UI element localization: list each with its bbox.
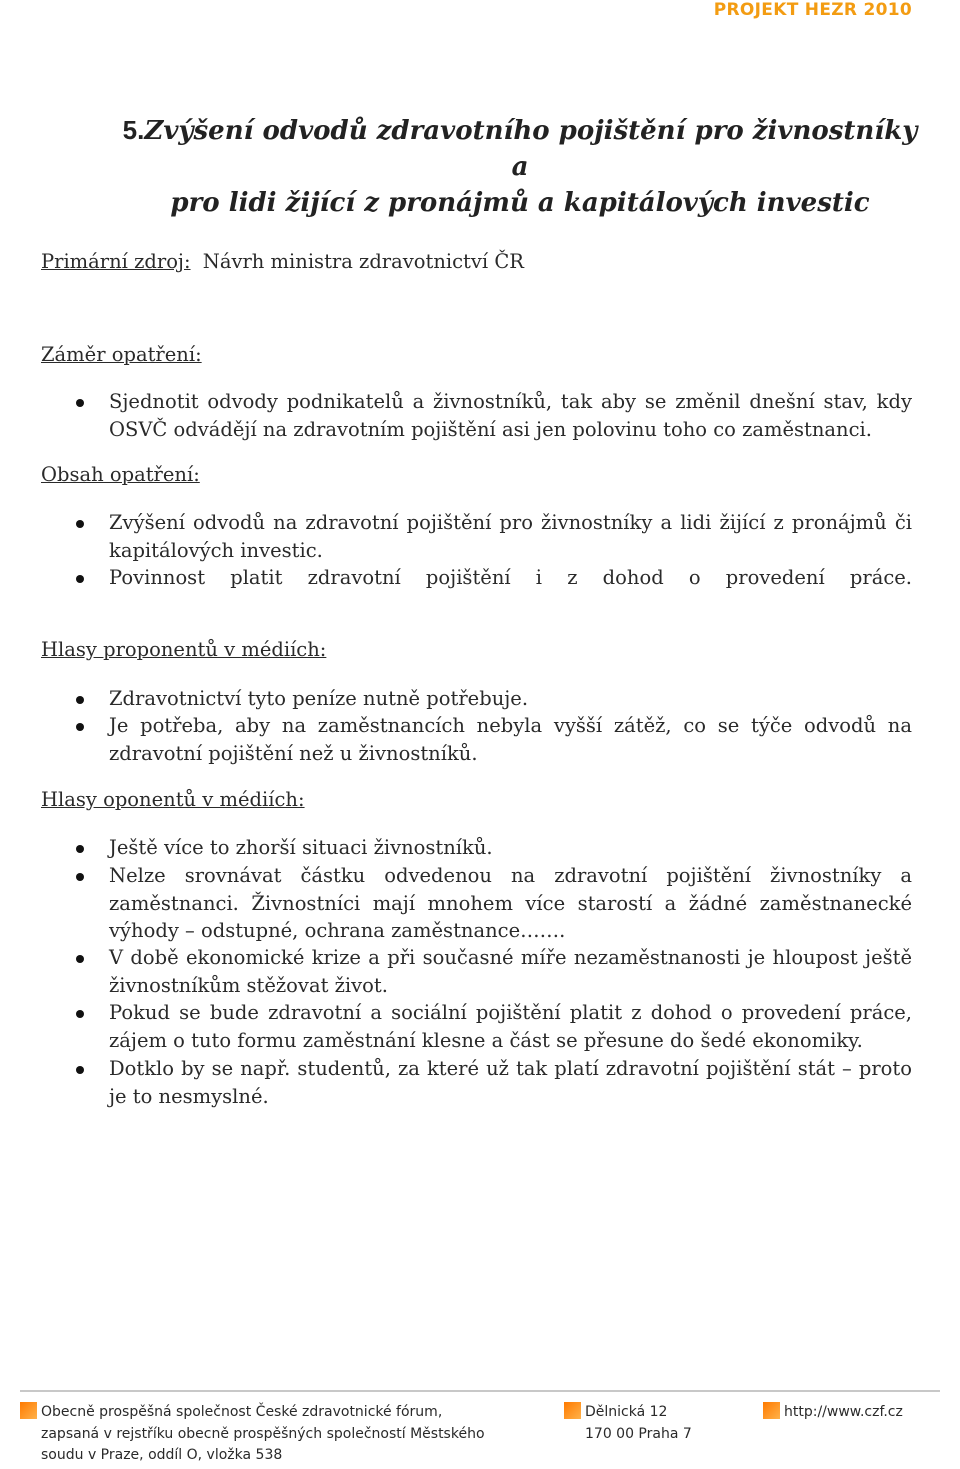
title-number: 5.	[122, 115, 145, 145]
title-line-1	[120, 112, 920, 185]
opponents-item: Ještě více to zhorší situaci živnostníků.	[109, 836, 493, 859]
header-brand: PROJEKT HEZR 2010	[713, 0, 912, 20]
bullet-icon	[76, 520, 84, 528]
opponents-item: Pokud se bude zdravotní a sociální pojištění platit z dohod o provedení práce, zájem o tuto formu zaměstnání klesne a část se přesune do šedé ekonomiky.	[109, 1001, 912, 1052]
proponents-item: Je potřeba, aby na zaměstnancích nebyla vyšší zátěž, co se týče odvodů na zdravotní pojištění než u živnostníků.	[109, 714, 912, 765]
content-heading: Obsah opatření:	[41, 463, 200, 486]
bullet-icon	[76, 1066, 84, 1074]
footer-square-icon	[763, 1402, 780, 1419]
footer-square-icon	[20, 1402, 37, 1419]
opponents-item: V době ekonomické krize a při současné míře nezaměstnanosti je hloupost ještě živnostníkům stěžovat život.	[109, 946, 912, 997]
title-line-2: pro lidi žijící z pronájmů a kapitálových investic	[170, 188, 870, 218]
opponents-item: Nelze srovnávat částku odvedenou na zdravotní pojištění živnostníky a zaměstnanci. Živnostníci mají mnohem více starostí a žádné zaměstnanecké výhody – odstupné, ochrana zaměstnance…….	[109, 864, 912, 942]
bullet-icon	[76, 399, 84, 407]
footer-address-line: Dělnická 12	[585, 1404, 668, 1420]
opponents-heading: Hlasy oponentů v médiích:	[41, 788, 305, 811]
bullet-icon	[76, 873, 84, 881]
footer-address	[585, 1402, 692, 1445]
bullet-icon	[76, 1010, 84, 1018]
bullet-icon	[76, 723, 84, 731]
content-item: Zvýšení odvodů na zdravotní pojištění pro živnostníky a lidi žijící z pronájmů či kapitálových investic.	[109, 511, 912, 562]
intent-item: Sjednotit odvody podnikatelů a živnostníků, tak aby se změnil dnešní stav, kdy OSVČ odvádějí na zdravotním pojištění asi jen polovinu toho co zaměstnanci.	[109, 390, 912, 441]
footer-square-icon	[564, 1402, 581, 1419]
footer-org-line: zapsaná v rejstříku obecně prospěšných společností Městského	[41, 1425, 485, 1442]
title-line-1-text: Zvýšení odvodů zdravotního pojištění pro živnostníky a	[144, 116, 918, 182]
bullet-icon	[76, 845, 84, 853]
primary-source-label: Primární zdroj:	[41, 250, 191, 273]
content-item: Povinnost platit zdravotní pojištění i z dohod o provedení práce.	[109, 566, 912, 589]
footer-divider	[20, 1390, 940, 1392]
bullet-icon	[76, 696, 84, 704]
proponents-heading: Hlasy proponentů v médiích:	[41, 638, 327, 661]
footer-organization	[41, 1402, 485, 1467]
bullet-icon	[76, 955, 84, 963]
footer-web-link[interactable]: http://www.czf.cz	[784, 1404, 903, 1420]
primary-source-value: Návrh ministra zdravotnictví ČR	[202, 250, 524, 273]
proponents-item: Zdravotnictví tyto peníze nutně potřebuje.	[109, 687, 529, 710]
primary-source	[41, 250, 524, 273]
footer-org-line: Obecně prospěšná společnost České zdravotnické fórum,	[41, 1404, 443, 1420]
opponents-item: Dotklo by se např. studentů, za které už tak platí zdravotní pojištění stát – proto je to nesmyslné.	[109, 1057, 912, 1108]
footer-org-line: soudu v Praze, oddíl O, vložka 538	[41, 1447, 283, 1463]
footer-address-line: 170 00 Praha 7	[585, 1425, 692, 1442]
intent-heading: Záměr opatření:	[41, 343, 202, 366]
page-title	[120, 112, 920, 221]
bullet-icon	[76, 575, 84, 583]
